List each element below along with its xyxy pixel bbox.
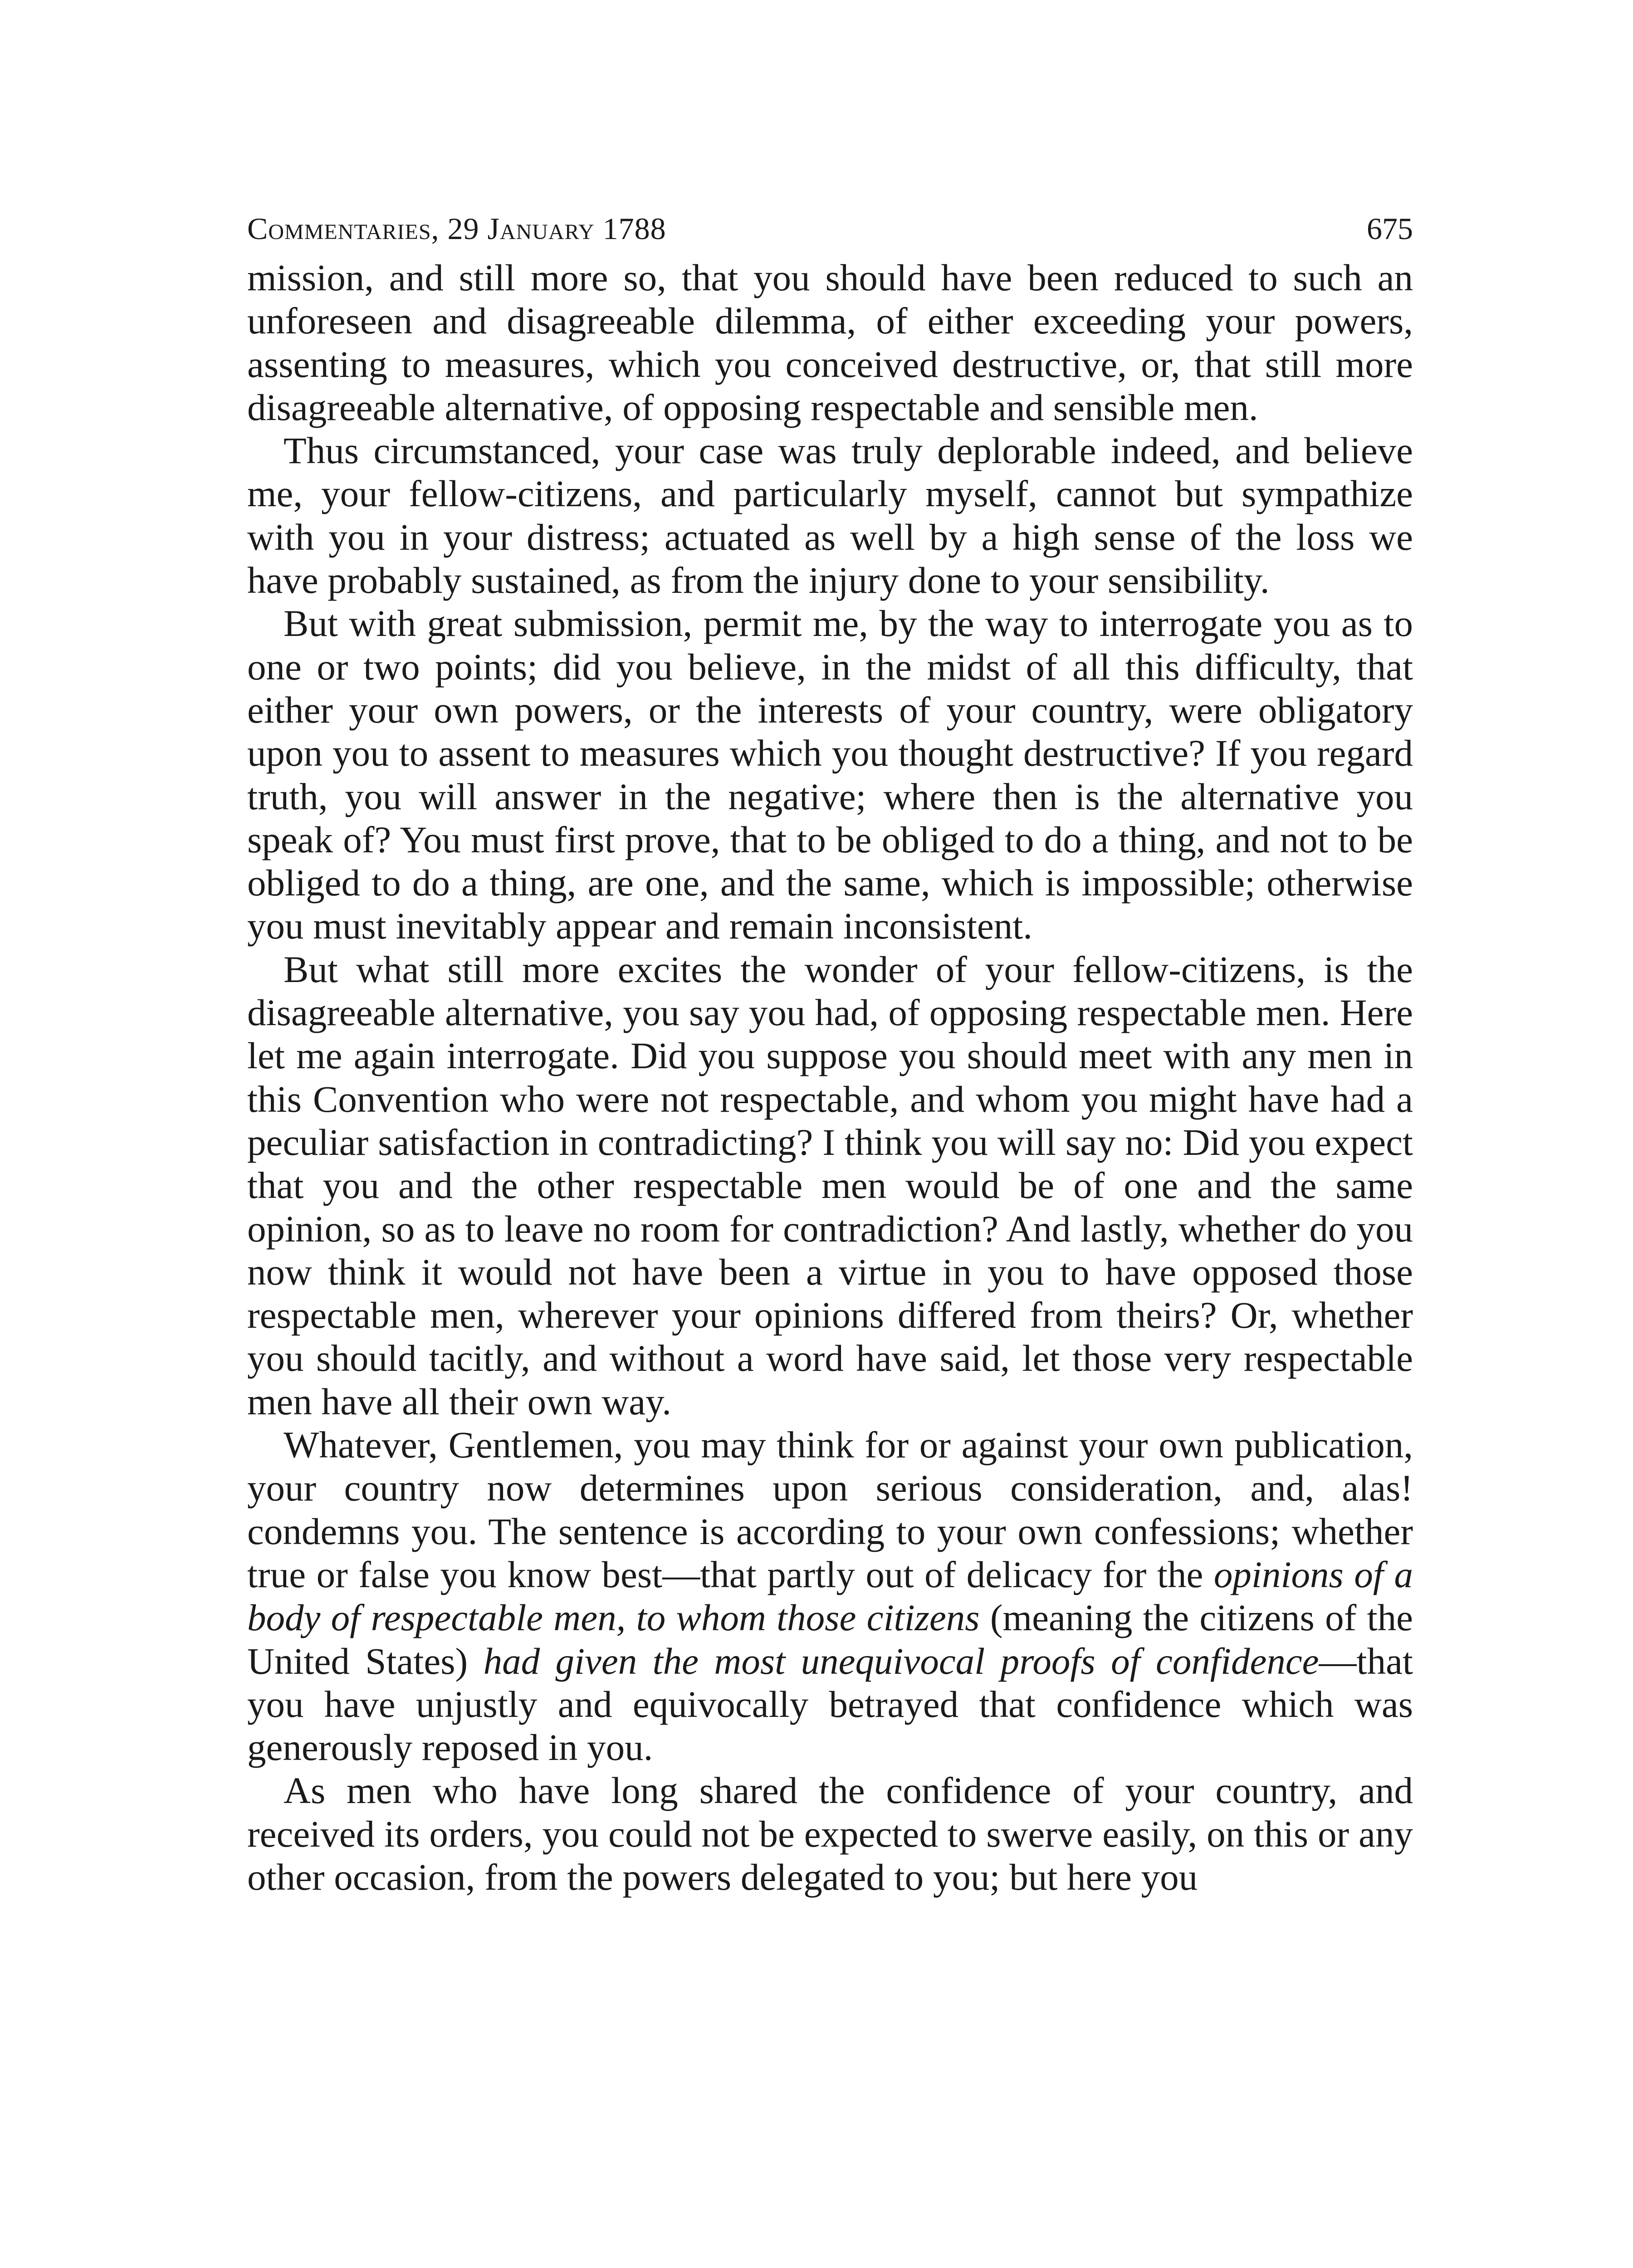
paragraph xyxy=(247,1769,1413,1899)
running-title: Commentaries, 29 January 1788 xyxy=(247,211,666,246)
text-segment: Whatever, Gentlemen, you may think for or against your own publication, your country now determines upon serious consideration, and, alas! condemns you. The sentence is according to your own confessions; whether true or false you know best—that partly out of delicacy for the xyxy=(247,1424,1413,1595)
text-segment: mission, and still more so, that you should have been reduced to such an unforeseen and disagreeable dilemma, of either exceeding your powers, assenting to measures, which you conceived destructive, or, that still more disagreeable alternative, of opposing respectable and sensible men. xyxy=(247,257,1413,428)
paragraph xyxy=(247,429,1413,602)
text-segment: (meaning the citizens of the United States) xyxy=(247,1597,1413,1682)
text-segment: But with great submission, permit me, by the way to interrogate you as to one or two points; did you believe, in the midst of all this difficulty, that either your own powers, or the interests of your country, were obligatory upon you to assent to measures which you thought destructive? If you regard truth, you will answer in the negative; where then is the alternative you speak of? You must first prove, that to be obliged to do a thing, and not to be obliged to do a thing, are one, and the same, which is impossible; otherwise you must inevitably appear and remain inconsistent. xyxy=(247,602,1413,947)
paragraph xyxy=(247,256,1413,429)
paragraph xyxy=(247,1423,1413,1769)
italic-text-segment: opinions of a body of respectable men, to whom those citizens xyxy=(247,1553,1413,1639)
text-segment: Thus circumstanced, your case was truly deplorable indeed, and believe me, your fellow-citizens, and particularly myself, cannot but sympathize with you in your distress; actuated as well by a high sense of the loss we have probably sustained, as from the injury done to your sensibility. xyxy=(247,430,1413,601)
paragraph xyxy=(247,602,1413,948)
italic-text-segment: had given the most unequivocal proofs of confidence xyxy=(483,1640,1319,1682)
paragraph xyxy=(247,948,1413,1423)
document-page xyxy=(247,213,1413,1899)
running-head xyxy=(247,213,1413,256)
text-segment: —that you have unjustly and equivocally betrayed that confidence which was generously reposed in you. xyxy=(247,1640,1413,1769)
body-text xyxy=(247,256,1413,1899)
page-number: 675 xyxy=(1367,211,1413,246)
text-segment: But what still more excites the wonder of your fellow-citizens, is the disagreeable alternative, you say you had, of opposing respectable men. Here let me again interrogate. Did you suppose you should meet with any men in this Convention who were not respectable, and whom you might have had a peculiar satisfaction in contradicting? I think you will say no: Did you expect that you and the other respectable men would be of one and the same opinion, so as to leave no room for contradiction? And lastly, whether do you now think it would not have been a virtue in you to have opposed those respectable men, wherever your opinions differed from theirs? Or, whether you should tacitly, and without a word have said, let those very respectable men have all their own way. xyxy=(247,948,1413,1422)
text-segment: As men who have long shared the confidence of your country, and received its orders, you could not be expected to swerve easily, on this or any other occasion, from the powers delegated to you; but here you xyxy=(247,1769,1413,1898)
